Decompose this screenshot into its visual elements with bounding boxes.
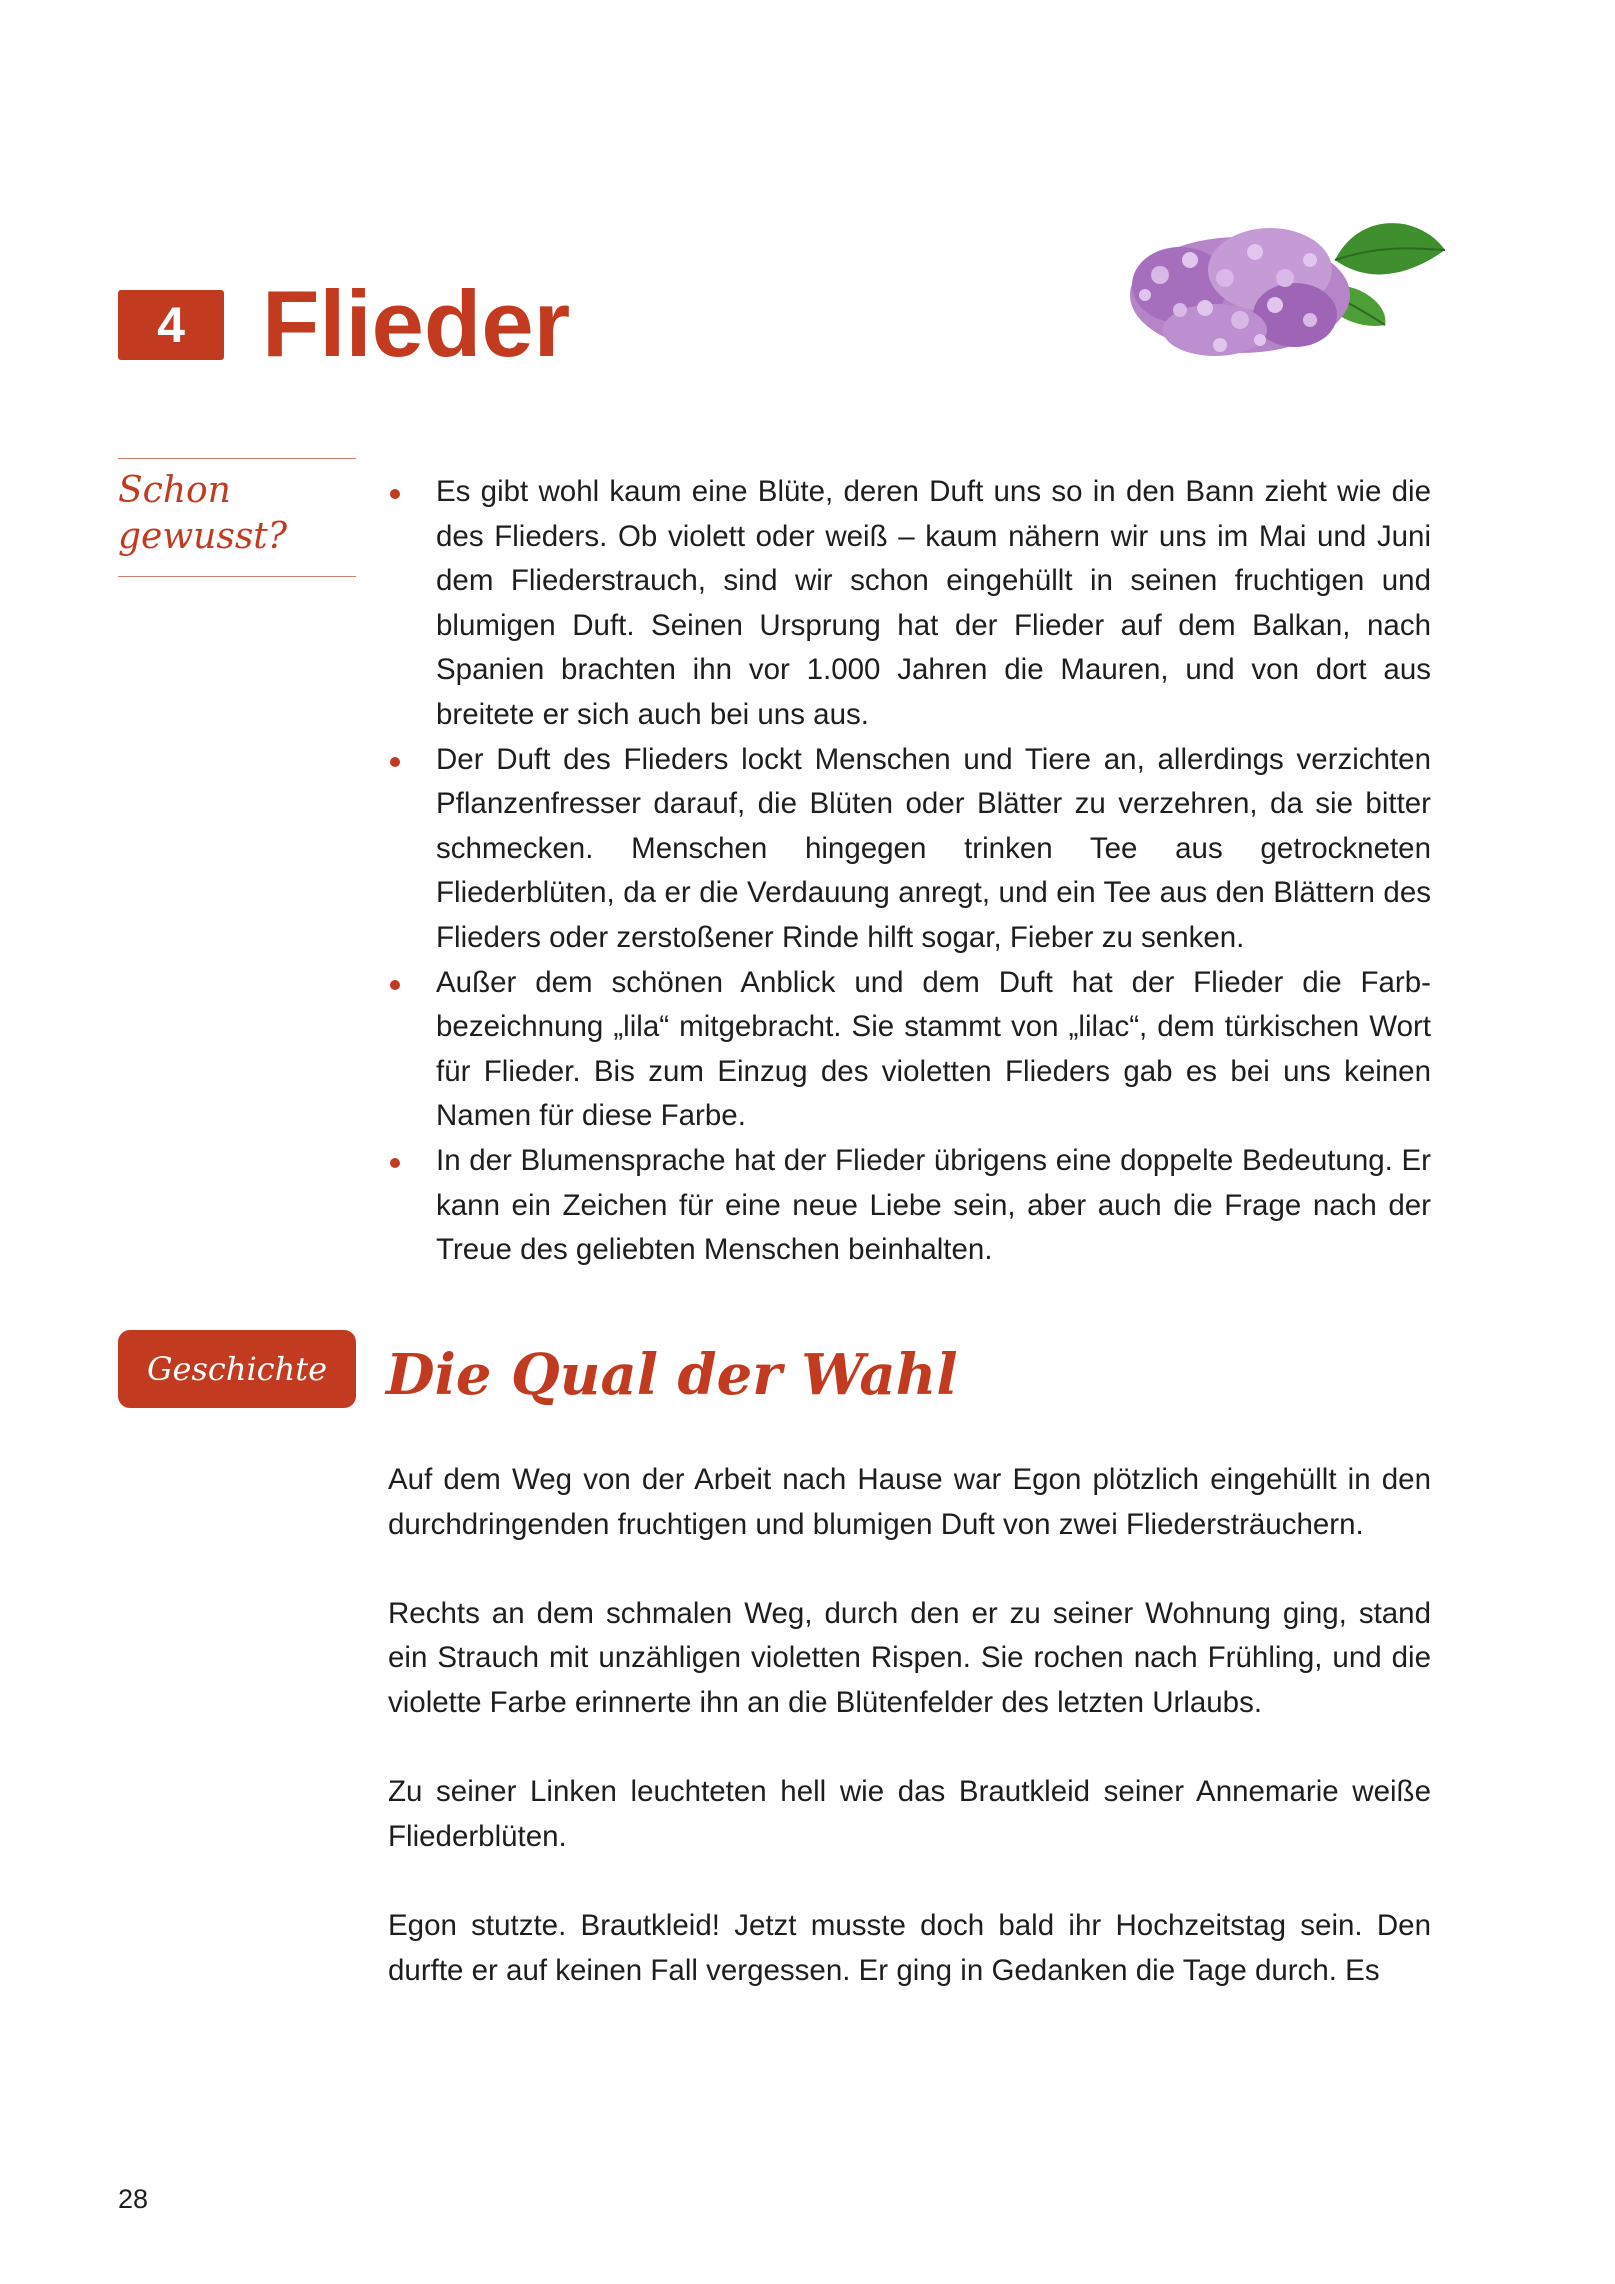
- story-paragraph: Egon stutzte. Brautkleid! Jetzt musste doch bald ihr Hochzeitstag sein. Den durfte er auf keinen Fall vergessen. Er ging in Gedanken die Tage durch. Es: [388, 1908, 1431, 1987]
- did-you-know-label: [118, 468, 287, 560]
- story-paragraph: Zu seiner Linken leuchteten hell wie das Brautkleid seiner Annemarie weiße Fliederblüten.: [388, 1775, 1431, 1853]
- story-body: [388, 1458, 1431, 2038]
- aside-rule-top: [118, 458, 356, 459]
- lilac-flower-illustration: [1120, 190, 1450, 380]
- story-paragraph: Auf dem Weg von der Arbeit nach Hause war Egon plötzlich eingehüllt in den durchdringenden fruchtigen und blumigen Duft von zwei Fliedersträuchern.: [388, 1463, 1431, 1541]
- list-item: Der Duft des Flieders lockt Menschen und Tiere an, allerdings verzichten Pflanzenfresser darauf, die Blüten oder Blätter zu verzehren, da sie bitter schmecken. Menschen hingegen trinken Tee aus getrockneten Fliederblüten, da er die Verdauung anregt, und ein Tee aus den Blättern des Flieders oder zerstoßener Rinde hilft sogar, Fieber zu senken.: [386, 738, 1431, 961]
- list-item: Außer dem schönen Anblick und dem Duft hat der Flieder die Farbbezeichnung „lila“ mitgebracht. Sie stammt von „lilac“, dem türkischen Wort für Flieder. Bis zum Einzug des violetten Flieders gab es bei uns keinen Namen für diese Farbe.: [386, 961, 1431, 1139]
- did-you-know-label-line2: gewusst?: [118, 516, 288, 557]
- page-number: 28: [118, 2184, 149, 2214]
- chapter-number-badge: 4: [118, 290, 224, 360]
- story-tag: Geschichte: [118, 1330, 356, 1408]
- list-item: Es gibt wohl kaum eine Blüte, deren Duft uns so in den Bann zieht wie die des Flieders. Ob violett oder weiß – kaum nähern wir uns im Mai und Juni dem Fliederstrauch, sind wir schon eingehüllt in seinen fruchtigen und blumigen Duft. Seinen Ursprung hat der Flieder auf dem Balkan, nach Spanien brachten ihn vor 1.000 Jahren die Mauren, und von dort aus breitete er sich auch bei uns aus.: [386, 470, 1431, 738]
- chapter-title: Flieder: [262, 271, 571, 376]
- did-you-know-label-line1: Schon: [118, 470, 231, 511]
- facts-list: [386, 470, 1431, 1273]
- aside-rule-bottom: [118, 576, 356, 577]
- story-title: Die Qual der Wahl: [386, 1342, 958, 1408]
- list-item: In der Blumensprache hat der Flieder übrigens eine doppelte Bedeutung. Er kann ein Zeichen für eine neue Liebe sein, aber auch die Frage nach der Treue des geliebten Menschen beinhalten.: [386, 1139, 1431, 1273]
- story-paragraph: Rechts an dem schmalen Weg, durch den er zu seiner Wohnung ging, stand ein Strauch mit unzähligen violetten Rispen. Sie rochen nach Frühling, und die violette Farbe erinnerte ihn an die Blütenfelder des letzten Urlaubs.: [388, 1596, 1431, 1719]
- lilac-blossom-cluster: [1130, 228, 1350, 356]
